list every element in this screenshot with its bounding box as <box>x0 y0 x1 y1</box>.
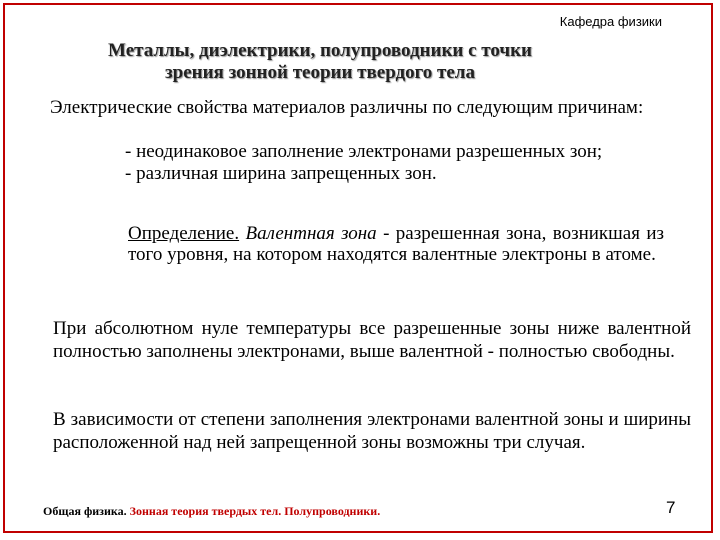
bullet-item-1: - неодинаковое заполнение электронами разрешенных зон; <box>125 141 603 162</box>
page-number: 7 <box>666 498 676 517</box>
definition-text: - разрешенная зона, возникшая из того уровня, на котором находятся валентные электроны в атоме. <box>128 223 665 265</box>
bullet-item-2: - различная ширина запрещенных зон. <box>125 163 437 184</box>
intro-paragraph: Электрические свойства материалов различны по следующим причинам: <box>50 97 644 118</box>
slide-title-line-2: зрения зонной теории твердого тела <box>165 62 475 83</box>
slide-title <box>30 40 610 84</box>
absolute-zero-paragraph: При абсолютном нуле температуры все разрешенные зоны ниже валентной полностью заполнены электронами, выше валентной - полностью свободны. <box>53 318 691 362</box>
department-label: Кафедра физики <box>559 14 662 29</box>
slide-title-line-1: Металлы, диэлектрики, полупроводники с точки <box>108 40 532 61</box>
definition-paragraph <box>128 223 664 265</box>
footer-course: Общая физика. <box>43 504 127 518</box>
definition-term: Валентная зона <box>245 223 377 244</box>
footer-topic: Зонная теория твердых тел. Полупроводники. <box>129 504 381 518</box>
cases-paragraph: В зависимости от степени заполнения электронами валентной зоны и ширины расположенной над ней запрещенной зоны возможны три случая. <box>53 409 691 453</box>
footer <box>43 504 380 519</box>
definition-label: Определение. <box>128 223 240 244</box>
